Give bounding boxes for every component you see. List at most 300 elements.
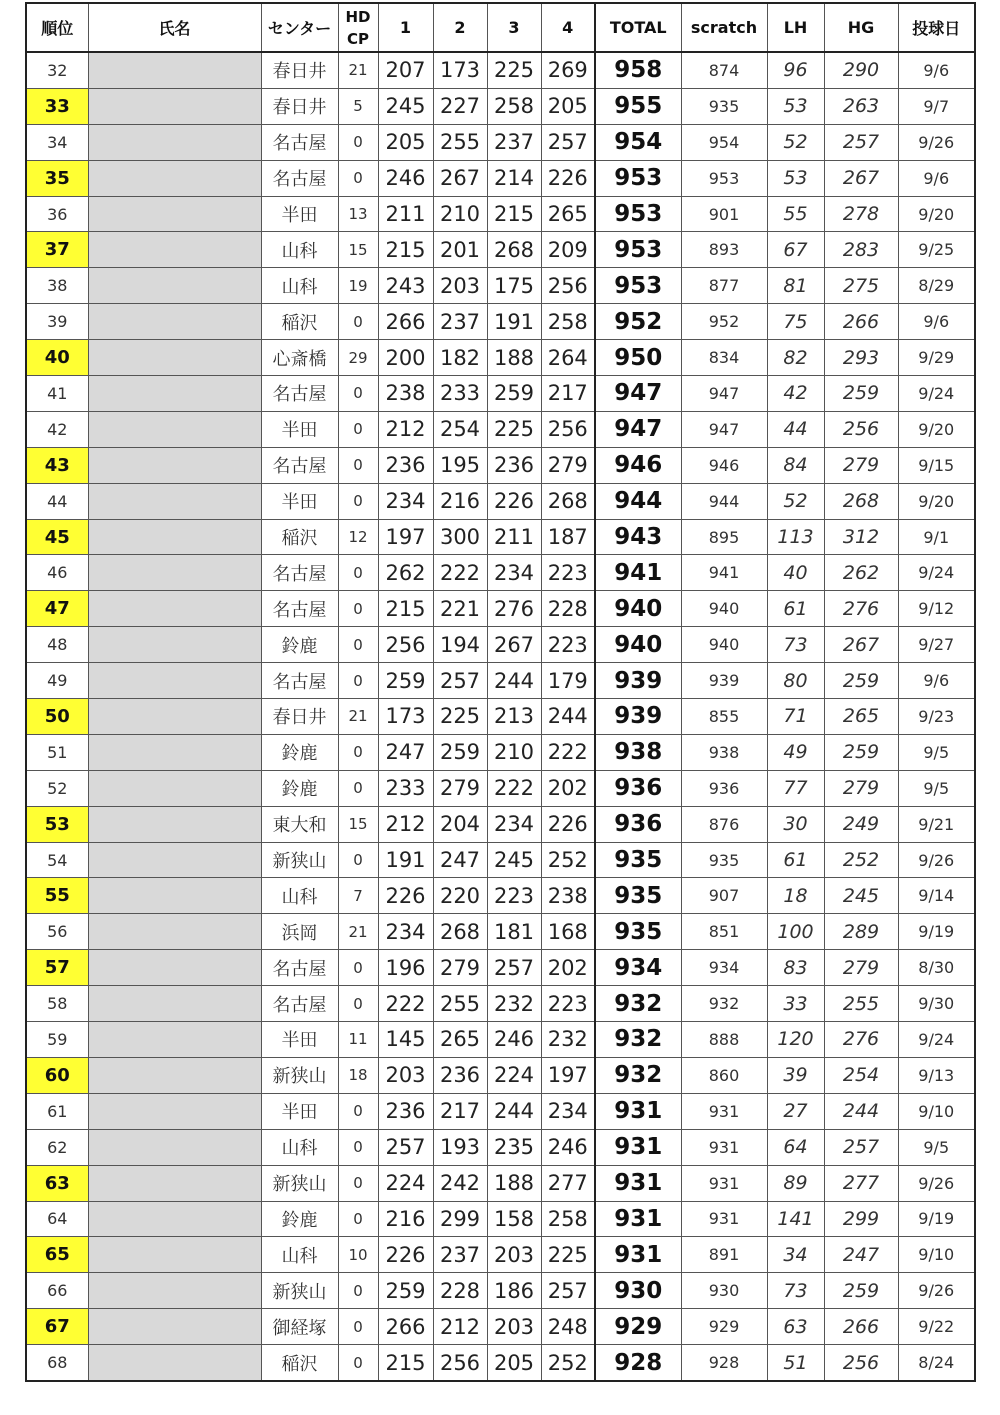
hdcp-cell: 0 [338, 950, 378, 986]
rank-cell: 35 [26, 160, 88, 196]
header-total: TOTAL [595, 3, 681, 52]
lh-cell: 51 [767, 1345, 824, 1381]
date-cell: 9/24 [898, 376, 975, 412]
total-cell: 939 [595, 699, 681, 735]
date-cell: 9/26 [898, 1165, 975, 1201]
game-2-cell: 194 [433, 627, 487, 663]
game-1-cell: 191 [378, 842, 433, 878]
game-2-cell: 256 [433, 1345, 487, 1381]
date-cell: 9/5 [898, 770, 975, 806]
name-cell [88, 627, 261, 663]
scratch-cell: 931 [681, 1129, 767, 1165]
header-lh: LH [767, 3, 824, 52]
rank-cell: 60 [26, 1057, 88, 1093]
rank-cell: 33 [26, 88, 88, 124]
game-3-cell: 203 [487, 1237, 541, 1273]
scratch-cell: 874 [681, 52, 767, 88]
game-4-cell: 223 [541, 986, 595, 1022]
name-cell [88, 950, 261, 986]
hg-cell: 312 [824, 519, 898, 555]
game-1-cell: 236 [378, 447, 433, 483]
hdcp-cell: 13 [338, 196, 378, 232]
table-row [26, 1309, 975, 1345]
total-cell: 931 [595, 1165, 681, 1201]
center-cell: 名古屋 [261, 447, 338, 483]
game-2-cell: 220 [433, 878, 487, 914]
game-1-cell: 196 [378, 950, 433, 986]
name-cell [88, 447, 261, 483]
hdcp-cell: 0 [338, 591, 378, 627]
game-1-cell: 215 [378, 232, 433, 268]
lh-cell: 64 [767, 1129, 824, 1165]
hg-cell: 267 [824, 627, 898, 663]
lh-cell: 113 [767, 519, 824, 555]
game-3-cell: 191 [487, 304, 541, 340]
rank-cell: 45 [26, 519, 88, 555]
total-cell: 953 [595, 160, 681, 196]
header-game-4: 4 [541, 3, 595, 52]
total-cell: 936 [595, 806, 681, 842]
center-cell: 鈴鹿 [261, 627, 338, 663]
game-1-cell: 145 [378, 1022, 433, 1058]
name-cell [88, 88, 261, 124]
header-date: 投球日 [898, 3, 975, 52]
date-cell: 9/19 [898, 914, 975, 950]
table-row [26, 1273, 975, 1309]
hdcp-cell: 0 [338, 376, 378, 412]
date-cell: 9/19 [898, 1201, 975, 1237]
game-3-cell: 158 [487, 1201, 541, 1237]
total-cell: 954 [595, 124, 681, 160]
scratch-cell: 944 [681, 483, 767, 519]
scratch-cell: 952 [681, 304, 767, 340]
center-cell: 御経塚 [261, 1309, 338, 1345]
hg-cell: 267 [824, 160, 898, 196]
rank-cell: 57 [26, 950, 88, 986]
game-1-cell: 256 [378, 627, 433, 663]
game-1-cell: 216 [378, 1201, 433, 1237]
hg-cell: 268 [824, 483, 898, 519]
center-cell: 名古屋 [261, 555, 338, 591]
date-cell: 9/5 [898, 1129, 975, 1165]
table-row [26, 340, 975, 376]
total-cell: 943 [595, 519, 681, 555]
center-cell: 浜岡 [261, 914, 338, 950]
date-cell: 9/25 [898, 232, 975, 268]
total-cell: 940 [595, 627, 681, 663]
lh-cell: 33 [767, 986, 824, 1022]
total-cell: 932 [595, 1022, 681, 1058]
hdcp-cell: 0 [338, 1093, 378, 1129]
rank-cell: 64 [26, 1201, 88, 1237]
center-cell: 名古屋 [261, 950, 338, 986]
table-row [26, 232, 975, 268]
game-1-cell: 238 [378, 376, 433, 412]
date-cell: 9/13 [898, 1057, 975, 1093]
rank-cell: 42 [26, 411, 88, 447]
center-cell: 稲沢 [261, 304, 338, 340]
name-cell [88, 770, 261, 806]
name-cell [88, 1022, 261, 1058]
header-game-3: 3 [487, 3, 541, 52]
game-4-cell: 202 [541, 770, 595, 806]
date-cell: 9/30 [898, 986, 975, 1022]
name-cell [88, 555, 261, 591]
hdcp-cell: 0 [338, 411, 378, 447]
scratch-cell: 834 [681, 340, 767, 376]
table-row [26, 519, 975, 555]
lh-cell: 49 [767, 734, 824, 770]
hg-cell: 276 [824, 591, 898, 627]
rank-cell: 37 [26, 232, 88, 268]
hg-cell: 299 [824, 1201, 898, 1237]
game-1-cell: 234 [378, 914, 433, 950]
hdcp-cell: 0 [338, 1309, 378, 1345]
hg-cell: 254 [824, 1057, 898, 1093]
game-2-cell: 227 [433, 88, 487, 124]
game-3-cell: 236 [487, 447, 541, 483]
game-2-cell: 265 [433, 1022, 487, 1058]
table-row [26, 1057, 975, 1093]
game-1-cell: 257 [378, 1129, 433, 1165]
game-4-cell: 238 [541, 878, 595, 914]
game-3-cell: 245 [487, 842, 541, 878]
lh-cell: 82 [767, 340, 824, 376]
game-4-cell: 248 [541, 1309, 595, 1345]
hg-cell: 263 [824, 88, 898, 124]
game-1-cell: 207 [378, 52, 433, 88]
center-cell: 名古屋 [261, 986, 338, 1022]
rank-cell: 53 [26, 806, 88, 842]
hdcp-cell: 0 [338, 304, 378, 340]
game-1-cell: 222 [378, 986, 433, 1022]
name-cell [88, 1309, 261, 1345]
rank-cell: 54 [26, 842, 88, 878]
game-1-cell: 226 [378, 878, 433, 914]
center-cell: 山科 [261, 268, 338, 304]
game-3-cell: 276 [487, 591, 541, 627]
game-3-cell: 232 [487, 986, 541, 1022]
game-4-cell: 234 [541, 1093, 595, 1129]
date-cell: 9/6 [898, 663, 975, 699]
lh-cell: 75 [767, 304, 824, 340]
rank-cell: 39 [26, 304, 88, 340]
center-cell: 春日井 [261, 52, 338, 88]
hg-cell: 259 [824, 734, 898, 770]
center-cell: 新狭山 [261, 842, 338, 878]
hdcp-cell: 7 [338, 878, 378, 914]
scratch-cell: 931 [681, 1165, 767, 1201]
game-1-cell: 262 [378, 555, 433, 591]
hdcp-cell: 21 [338, 52, 378, 88]
hg-cell: 259 [824, 1273, 898, 1309]
date-cell: 8/29 [898, 268, 975, 304]
hg-cell: 257 [824, 124, 898, 160]
rank-cell: 52 [26, 770, 88, 806]
center-cell: 鈴鹿 [261, 1201, 338, 1237]
center-cell: 春日井 [261, 88, 338, 124]
game-4-cell: 222 [541, 734, 595, 770]
scratch-cell: 936 [681, 770, 767, 806]
game-3-cell: 226 [487, 483, 541, 519]
center-cell: 稲沢 [261, 519, 338, 555]
game-4-cell: 187 [541, 519, 595, 555]
center-cell: 名古屋 [261, 376, 338, 412]
total-cell: 946 [595, 447, 681, 483]
center-cell: 東大和 [261, 806, 338, 842]
table-header [26, 3, 975, 52]
hdcp-cell: 0 [338, 555, 378, 591]
rank-cell: 49 [26, 663, 88, 699]
game-1-cell: 234 [378, 483, 433, 519]
lh-cell: 63 [767, 1309, 824, 1345]
total-cell: 950 [595, 340, 681, 376]
total-cell: 934 [595, 950, 681, 986]
lh-cell: 40 [767, 555, 824, 591]
rank-cell: 46 [26, 555, 88, 591]
game-4-cell: 269 [541, 52, 595, 88]
game-2-cell: 237 [433, 1237, 487, 1273]
lh-cell: 44 [767, 411, 824, 447]
hdcp-cell: 0 [338, 1345, 378, 1381]
scratch-cell: 877 [681, 268, 767, 304]
game-1-cell: 243 [378, 268, 433, 304]
game-4-cell: 225 [541, 1237, 595, 1273]
center-cell: 半田 [261, 411, 338, 447]
date-cell: 9/10 [898, 1237, 975, 1273]
hdcp-cell: 0 [338, 663, 378, 699]
game-4-cell: 265 [541, 196, 595, 232]
table-row [26, 1093, 975, 1129]
table-row [26, 734, 975, 770]
scratch-cell: 895 [681, 519, 767, 555]
hdcp-cell: 15 [338, 232, 378, 268]
game-3-cell: 205 [487, 1345, 541, 1381]
name-cell [88, 1129, 261, 1165]
hdcp-cell: 0 [338, 1165, 378, 1201]
name-cell [88, 806, 261, 842]
hg-cell: 266 [824, 1309, 898, 1345]
game-2-cell: 195 [433, 447, 487, 483]
game-2-cell: 247 [433, 842, 487, 878]
hdcp-cell: 0 [338, 770, 378, 806]
hdcp-cell: 19 [338, 268, 378, 304]
game-1-cell: 245 [378, 88, 433, 124]
total-cell: 944 [595, 483, 681, 519]
name-cell [88, 1057, 261, 1093]
name-cell [88, 483, 261, 519]
hdcp-cell: 10 [338, 1237, 378, 1273]
ranking-table [25, 2, 976, 1382]
table-row [26, 160, 975, 196]
game-3-cell: 223 [487, 878, 541, 914]
date-cell: 9/6 [898, 304, 975, 340]
game-3-cell: 181 [487, 914, 541, 950]
name-cell [88, 124, 261, 160]
total-cell: 931 [595, 1201, 681, 1237]
table-row [26, 627, 975, 663]
game-4-cell: 168 [541, 914, 595, 950]
game-4-cell: 223 [541, 627, 595, 663]
game-3-cell: 246 [487, 1022, 541, 1058]
hdcp-cell: 0 [338, 627, 378, 663]
center-cell: 新狭山 [261, 1273, 338, 1309]
date-cell: 9/24 [898, 1022, 975, 1058]
hdcp-cell: 0 [338, 483, 378, 519]
hdcp-cell: 0 [338, 1129, 378, 1165]
game-2-cell: 212 [433, 1309, 487, 1345]
rank-cell: 65 [26, 1237, 88, 1273]
game-3-cell: 186 [487, 1273, 541, 1309]
scratch-cell: 954 [681, 124, 767, 160]
scratch-cell: 851 [681, 914, 767, 950]
hdcp-cell: 21 [338, 914, 378, 950]
name-cell [88, 304, 261, 340]
game-3-cell: 210 [487, 734, 541, 770]
center-cell: 名古屋 [261, 124, 338, 160]
center-cell: 名古屋 [261, 591, 338, 627]
scratch-cell: 930 [681, 1273, 767, 1309]
table-row [26, 52, 975, 88]
hdcp-cell: 29 [338, 340, 378, 376]
date-cell: 9/5 [898, 734, 975, 770]
table-row [26, 1201, 975, 1237]
lh-cell: 30 [767, 806, 824, 842]
hg-cell: 279 [824, 950, 898, 986]
game-2-cell: 173 [433, 52, 487, 88]
lh-cell: 61 [767, 842, 824, 878]
hdcp-cell: 0 [338, 986, 378, 1022]
lh-cell: 61 [767, 591, 824, 627]
hg-cell: 256 [824, 1345, 898, 1381]
rank-cell: 58 [26, 986, 88, 1022]
scratch-cell: 893 [681, 232, 767, 268]
table-row [26, 411, 975, 447]
table-row [26, 196, 975, 232]
lh-cell: 96 [767, 52, 824, 88]
name-cell [88, 1273, 261, 1309]
game-3-cell: 188 [487, 1165, 541, 1201]
hg-cell: 275 [824, 268, 898, 304]
hg-cell: 244 [824, 1093, 898, 1129]
hg-cell: 257 [824, 1129, 898, 1165]
center-cell: 名古屋 [261, 663, 338, 699]
total-cell: 931 [595, 1237, 681, 1273]
game-1-cell: 205 [378, 124, 433, 160]
table-row [26, 1237, 975, 1273]
table-row [26, 842, 975, 878]
game-2-cell: 221 [433, 591, 487, 627]
name-cell [88, 663, 261, 699]
total-cell: 953 [595, 196, 681, 232]
game-1-cell: 211 [378, 196, 433, 232]
game-3-cell: 224 [487, 1057, 541, 1093]
lh-cell: 84 [767, 447, 824, 483]
name-cell [88, 196, 261, 232]
game-1-cell: 212 [378, 411, 433, 447]
game-2-cell: 242 [433, 1165, 487, 1201]
game-2-cell: 299 [433, 1201, 487, 1237]
total-cell: 936 [595, 770, 681, 806]
lh-cell: 73 [767, 627, 824, 663]
game-3-cell: 225 [487, 52, 541, 88]
lh-cell: 52 [767, 483, 824, 519]
name-cell [88, 160, 261, 196]
hg-cell: 277 [824, 1165, 898, 1201]
hg-cell: 289 [824, 914, 898, 950]
game-1-cell: 266 [378, 304, 433, 340]
hdcp-cell: 18 [338, 1057, 378, 1093]
game-2-cell: 233 [433, 376, 487, 412]
table-row [26, 268, 975, 304]
lh-cell: 120 [767, 1022, 824, 1058]
scratch-cell: 907 [681, 878, 767, 914]
total-cell: 931 [595, 1129, 681, 1165]
scratch-cell: 888 [681, 1022, 767, 1058]
game-1-cell: 215 [378, 591, 433, 627]
game-1-cell: 197 [378, 519, 433, 555]
game-4-cell: 217 [541, 376, 595, 412]
scratch-cell: 940 [681, 591, 767, 627]
header-row [26, 3, 975, 52]
center-cell: 半田 [261, 1022, 338, 1058]
game-1-cell: 246 [378, 160, 433, 196]
table-row [26, 986, 975, 1022]
scratch-cell: 932 [681, 986, 767, 1022]
name-cell [88, 1345, 261, 1381]
game-2-cell: 222 [433, 555, 487, 591]
game-4-cell: 252 [541, 842, 595, 878]
hg-cell: 252 [824, 842, 898, 878]
name-cell [88, 1201, 261, 1237]
total-cell: 953 [595, 268, 681, 304]
total-cell: 947 [595, 411, 681, 447]
table-row [26, 1165, 975, 1201]
table-row [26, 806, 975, 842]
center-cell: 山科 [261, 878, 338, 914]
game-4-cell: 256 [541, 411, 595, 447]
date-cell: 9/21 [898, 806, 975, 842]
table-row [26, 591, 975, 627]
total-cell: 935 [595, 914, 681, 950]
game-2-cell: 210 [433, 196, 487, 232]
game-3-cell: 257 [487, 950, 541, 986]
hg-cell: 259 [824, 663, 898, 699]
game-4-cell: 197 [541, 1057, 595, 1093]
game-3-cell: 237 [487, 124, 541, 160]
scratch-cell: 934 [681, 950, 767, 986]
table-row [26, 1022, 975, 1058]
rank-cell: 38 [26, 268, 88, 304]
game-3-cell: 258 [487, 88, 541, 124]
hg-cell: 279 [824, 447, 898, 483]
total-cell: 940 [595, 591, 681, 627]
game-2-cell: 267 [433, 160, 487, 196]
hdcp-cell: 0 [338, 842, 378, 878]
rank-cell: 47 [26, 591, 88, 627]
game-4-cell: 228 [541, 591, 595, 627]
date-cell: 9/23 [898, 699, 975, 735]
table-row [26, 124, 975, 160]
name-cell [88, 232, 261, 268]
hdcp-cell: 15 [338, 806, 378, 842]
hg-cell: 247 [824, 1237, 898, 1273]
rank-cell: 51 [26, 734, 88, 770]
center-cell: 新狭山 [261, 1057, 338, 1093]
game-2-cell: 228 [433, 1273, 487, 1309]
hg-cell: 265 [824, 699, 898, 735]
date-cell: 9/20 [898, 196, 975, 232]
